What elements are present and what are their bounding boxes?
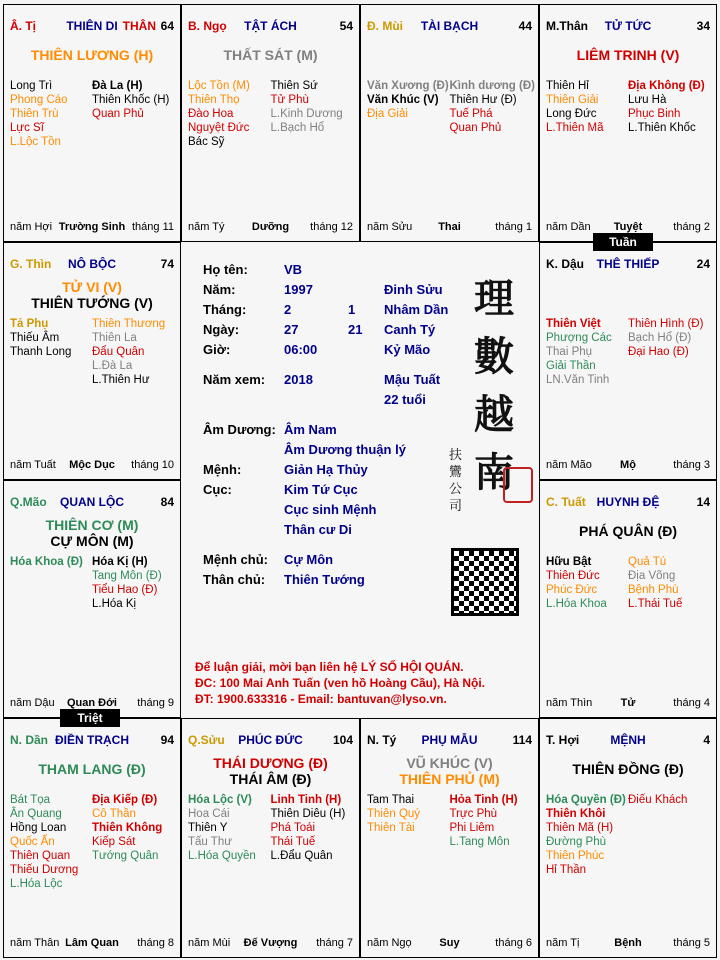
palace-age: 74: [160, 257, 174, 271]
palace-position: Â. Tị: [10, 19, 36, 33]
palace-cell: [539, 4, 717, 242]
cuc-label: Cục:: [203, 482, 232, 497]
menh-chu-value: Cự Môn: [284, 552, 334, 567]
palace-position: Q.Sửu: [188, 733, 225, 747]
minor-star: Thiên Phúc: [546, 850, 605, 862]
main-star: VŨ KHÚC (V): [406, 755, 493, 771]
palace-name: TỬ TỨC: [604, 19, 652, 33]
menh-value: Giản Hạ Thủy: [284, 462, 368, 477]
minor-star: Văn Khúc (V): [367, 94, 439, 106]
minor-star: Tam Thai: [367, 794, 415, 806]
minor-star: Thiên Hỉ: [546, 80, 589, 92]
contact-line-1: Để luận giải, mời bạn liên hệ LÝ SỐ HỘI QUÁN.: [195, 660, 464, 674]
minor-star: Thanh Long: [10, 346, 72, 358]
minor-star: Địa Võng: [628, 570, 676, 582]
minor-star: Điếu Khách: [628, 794, 688, 806]
minor-star: Thiên Mã (H): [546, 822, 614, 834]
minor-star: Lưu Hà: [628, 94, 667, 106]
minor-star: Thiên Y: [188, 822, 228, 834]
palace-position: N. Tý: [367, 733, 397, 747]
palace-cell: [181, 4, 360, 242]
month-label: Tháng:: [203, 302, 247, 317]
cycle-year: năm Dậu: [10, 697, 55, 709]
palace-name: TÀI BẠCH: [420, 19, 479, 33]
minor-star: Hồng Loan: [10, 822, 67, 834]
minor-star: Thiên Hình (Đ): [628, 318, 704, 330]
minor-star: Phục Binh: [628, 108, 681, 120]
palace-position: Q.Mão: [10, 495, 47, 509]
minor-star: Quan Phủ: [449, 122, 502, 134]
palace-cell: [3, 480, 181, 718]
life-stage: Tuyệt: [613, 221, 643, 233]
minor-star: Địa Không (Đ): [628, 80, 705, 92]
palace-cell: [539, 718, 717, 958]
calligraphy-logo: 理數越南: [474, 275, 514, 496]
palace-age: 94: [160, 733, 174, 747]
minor-star: Cô Thần: [92, 808, 136, 820]
main-star: THÁI DƯƠNG (Đ): [213, 755, 328, 771]
main-star: PHÁ QUÂN (Đ): [579, 523, 677, 539]
minor-star: Kiếp Sát: [92, 836, 136, 848]
main-star: THAM LANG (Đ): [38, 761, 146, 777]
main-star: THIÊN LƯƠNG (H): [30, 47, 154, 63]
minor-star: Linh Tinh (H): [270, 794, 342, 806]
minor-star: Bạch Hổ (Đ): [628, 332, 692, 344]
hour-label: Giờ:: [203, 342, 231, 357]
minor-star: Thiên Trù: [10, 108, 59, 120]
palace-cell: [360, 718, 539, 958]
minor-star: Phi Liêm: [449, 822, 495, 834]
life-stage: Bệnh: [614, 937, 642, 949]
minor-star: Trực Phù: [449, 808, 498, 820]
minor-star: L.Thiên Khốc: [628, 122, 696, 134]
palace-age: 84: [160, 495, 174, 509]
minor-star: Tấu Thư: [188, 836, 232, 848]
cycle-month: tháng 2: [673, 221, 710, 233]
palace-age: 24: [696, 257, 710, 271]
palace-name: NÔ BỘC: [68, 257, 116, 271]
minor-star: L.Đà La: [92, 360, 133, 372]
minor-star: Thiên Khốc (H): [92, 94, 170, 106]
cycle-year: năm Mão: [546, 459, 592, 471]
minor-star: Ân Quang: [10, 808, 62, 820]
palace-name: ĐIỀN TRẠCH: [55, 733, 129, 747]
name-value: VB: [284, 262, 303, 277]
palace-position: M.Thân: [546, 19, 588, 33]
cycle-year: năm Thân: [10, 937, 60, 949]
minor-star: Phượng Các: [546, 332, 612, 344]
year-label: Năm:: [203, 282, 236, 297]
minor-star: Hữu Bật: [546, 556, 592, 568]
hour-can: Kỷ Mão: [384, 342, 431, 357]
minor-star: Phong Cáo: [10, 94, 68, 106]
life-stage: Tử: [620, 697, 636, 709]
amduong-value: Âm Nam: [284, 422, 337, 437]
minor-star: Phúc Đức: [546, 584, 598, 596]
month-lunar: 1: [348, 302, 356, 317]
palace-age: 44: [518, 19, 532, 33]
minor-star: Hỉ Thần: [546, 864, 587, 876]
tuan-marker: Tuần: [593, 233, 653, 251]
seal-text: 扶鸞公司: [449, 448, 463, 514]
minor-star: Thiếu Âm: [10, 332, 60, 344]
minor-star: Giải Thần: [546, 360, 596, 372]
month-can: Nhâm Dần: [384, 302, 449, 317]
menh-chu-label: Mệnh chủ:: [203, 552, 268, 567]
minor-star: Long Đức: [546, 108, 597, 120]
minor-star: Hóa Khoa (Đ): [10, 556, 83, 568]
cycle-year: năm Sửu: [367, 221, 413, 233]
amduong-label: Âm Dương:: [203, 422, 276, 437]
palace-position: G. Thìn: [10, 257, 52, 271]
palace-age: 4: [703, 733, 710, 747]
palace-cell: [360, 4, 539, 242]
cuc-value: Kim Tứ Cục: [284, 482, 358, 497]
minor-star: Thiên Diêu (H): [270, 808, 346, 820]
main-star: THIÊN PHỦ (M): [399, 771, 500, 787]
palace-name: MỆNH: [610, 733, 646, 747]
year-can: Đinh Sửu: [384, 282, 443, 297]
minor-star: Đẩu Quân: [92, 346, 145, 358]
minor-star: Bác Sỹ: [188, 136, 225, 148]
minor-star: Thiên Tài: [367, 822, 415, 834]
cycle-month: tháng 4: [673, 697, 710, 709]
cycle-month: tháng 8: [137, 937, 174, 949]
cycle-month: tháng 3: [673, 459, 710, 471]
name-label: Họ tên:: [203, 262, 248, 277]
palace-age: 114: [512, 733, 532, 747]
minor-star: Tướng Quân: [92, 850, 159, 862]
minor-star: Tuế Phá: [449, 108, 493, 120]
palace-age: 14: [696, 495, 710, 509]
main-star: THẤT SÁT (M): [223, 47, 318, 63]
cycle-year: năm Ngọ: [367, 937, 412, 949]
day-lunar: 21: [348, 322, 363, 337]
palace-name: QUAN LỘC: [60, 495, 124, 509]
day-solar: 27: [284, 322, 299, 337]
palace-cell: [539, 480, 717, 718]
minor-star: L.Hóa Lộc: [10, 878, 63, 890]
life-stage: Suy: [439, 937, 460, 949]
cycle-year: năm Thìn: [546, 697, 593, 709]
minor-star: Tử Phù: [270, 94, 309, 106]
month-solar: 2: [284, 302, 292, 317]
palace-cell: [3, 718, 181, 958]
cycle-year: năm Tuất: [10, 459, 56, 471]
main-star: TỬ VI (V): [62, 279, 122, 295]
minor-star: Thiên Khôi: [546, 808, 606, 820]
minor-star: L.Hóa Kị: [92, 598, 137, 610]
view-year-label: Năm xem:: [203, 372, 266, 387]
minor-star: Hoa Cái: [188, 808, 230, 820]
minor-star: Hóa Quyền (Đ): [546, 794, 626, 806]
minor-star: Đào Hoa: [188, 108, 234, 120]
year-value: 1997: [284, 282, 313, 297]
minor-star: Thiên Thọ: [188, 94, 240, 106]
main-star: LIÊM TRINH (V): [576, 47, 680, 63]
minor-star: Long Trì: [10, 80, 53, 92]
cycle-month: tháng 6: [495, 937, 532, 949]
minor-star: Địa Giải: [367, 108, 408, 120]
life-stage: Lâm Quan: [65, 937, 119, 949]
minor-star: L.Lộc Tồn: [10, 136, 61, 148]
cycle-month: tháng 7: [316, 937, 353, 949]
cycle-year: năm Mùi: [188, 937, 231, 949]
minor-star: Tiểu Hao (Đ): [92, 584, 158, 596]
life-stage: Trường Sinh: [58, 221, 126, 233]
minor-star: LN.Văn Tinh: [546, 374, 610, 386]
minor-star: Thái Tuế: [270, 836, 316, 848]
than-marker: THÂN: [122, 19, 156, 33]
minor-star: Thiên La: [92, 332, 137, 344]
cycle-month: tháng 11: [131, 221, 174, 233]
contact-address: ĐC: 100 Mai Anh Tuấn (ven hồ Hoàng Cầu), Hà Nội.: [195, 676, 486, 690]
day-label: Ngày:: [203, 322, 240, 337]
palace-name: THÊ THIẾP: [596, 257, 660, 271]
main-star: THIÊN TƯỚNG (V): [31, 295, 153, 311]
view-year-can: Mậu Tuất: [384, 372, 441, 387]
main-star: THÁI ÂM (Đ): [229, 771, 312, 787]
minor-star: Lực Sĩ: [10, 122, 44, 134]
palace-name: THIÊN DI: [66, 19, 118, 33]
contact-phone-email[interactable]: ĐT: 1900.633316 - Email: bantuvan@lyso.vn.: [195, 692, 447, 706]
minor-star: L.Thái Tuế: [628, 598, 683, 610]
minor-star: Thai Phụ: [546, 346, 593, 358]
than-cu: Thân cư Di: [284, 522, 352, 537]
life-stage: Thai: [438, 221, 461, 233]
palace-cell: [3, 242, 181, 480]
minor-star: L.Thiên Hư: [92, 374, 150, 386]
palace-position: T. Hợi: [546, 733, 580, 747]
minor-star: Thiên Quan: [10, 850, 71, 862]
minor-star: Hóa Kị (H): [92, 556, 148, 568]
minor-star: Tả Phụ: [10, 318, 49, 330]
than-chu-label: Thân chủ:: [203, 572, 266, 587]
minor-star: Địa Kiếp (Đ): [92, 794, 158, 806]
cycle-year: năm Tý: [188, 221, 225, 233]
life-stage: Mộc Dục: [69, 459, 115, 471]
minor-star: Thiếu Dương: [10, 864, 79, 876]
minor-star: Bệnh Phù: [628, 584, 679, 596]
cuc-note: Cục sinh Mệnh: [284, 502, 377, 517]
minor-star: Kình dương (Đ): [449, 80, 535, 92]
age: 22 tuổi: [384, 392, 426, 407]
menh-label: Mệnh:: [203, 462, 242, 477]
minor-star: Nguyệt Đức: [188, 122, 250, 134]
palace-cell: [3, 4, 181, 242]
minor-star: Thiên Hư (Đ): [449, 94, 517, 106]
main-star: CỰ MÔN (M): [50, 533, 134, 549]
cycle-year: năm Hợi: [10, 221, 53, 233]
minor-star: L.Tang Môn: [449, 836, 510, 848]
palace-name: PHỤ MẪU: [421, 733, 478, 747]
minor-star: Quan Phủ: [92, 108, 144, 120]
palace-position: K. Dậu: [546, 257, 585, 271]
minor-star: L.Bạch Hổ: [270, 122, 325, 134]
minor-star: Hỏa Tinh (H): [449, 794, 518, 806]
palace-position: B. Ngọ: [188, 19, 227, 33]
minor-star: Đà La (H): [92, 80, 143, 92]
life-stage: Quan Đới: [67, 697, 117, 709]
minor-star: Thiên Đức: [546, 570, 600, 582]
palace-age: 34: [696, 19, 710, 33]
palace-age: 64: [160, 19, 174, 33]
minor-star: L.Kinh Dương: [270, 108, 343, 120]
minor-star: Đại Hao (Đ): [628, 346, 689, 358]
minor-star: Lộc Tồn (M): [188, 80, 250, 92]
minor-star: L.Hóa Quyền: [188, 850, 256, 862]
cycle-month: tháng 9: [137, 697, 174, 709]
cycle-month: tháng 10: [131, 459, 174, 471]
minor-star: Quốc Ấn: [10, 836, 55, 848]
cycle-month: tháng 5: [673, 937, 710, 949]
hour-value: 06:00: [284, 342, 318, 357]
minor-star: L.Thiên Mã: [546, 122, 604, 134]
palace-cell: [539, 242, 717, 480]
minor-star: L.Đẩu Quân: [270, 850, 333, 862]
palace-position: C. Tuất: [546, 495, 586, 509]
seal-stamp: [503, 467, 533, 503]
cycle-month: tháng 12: [310, 221, 353, 233]
life-stage: Đế Vượng: [243, 937, 298, 949]
palace-name: HUYNH ĐỆ: [596, 495, 660, 509]
than-chu-value: Thiên Tướng: [284, 572, 365, 587]
minor-star: Thiên Thương: [92, 318, 166, 330]
minor-star: Đường Phù: [546, 836, 606, 848]
minor-star: Quả Tú: [628, 556, 667, 568]
minor-star: Thiên Việt: [546, 318, 601, 330]
triet-marker: Triệt: [60, 709, 120, 727]
palace-name: TẬT ÁCH: [244, 19, 297, 33]
palace-cell: [181, 718, 360, 958]
minor-star: L.Hóa Khoa: [546, 598, 607, 610]
cycle-year: năm Tị: [546, 937, 580, 949]
view-year-value: 2018: [284, 372, 313, 387]
minor-star: Hóa Lộc (V): [188, 794, 252, 806]
cycle-month: tháng 1: [495, 221, 532, 233]
day-can: Canh Tý: [384, 322, 436, 337]
minor-star: Thiên Giải: [546, 94, 599, 106]
qr-code[interactable]: [451, 548, 519, 616]
palace-age: 54: [339, 19, 353, 33]
main-star: THIÊN ĐỒNG (Đ): [572, 761, 684, 777]
cycle-year: năm Dần: [546, 221, 591, 233]
info-panel: [181, 242, 539, 718]
minor-star: Thiên Sứ: [270, 80, 318, 92]
minor-star: Phá Toái: [270, 822, 316, 834]
life-stage: Mộ: [620, 459, 636, 471]
minor-star: Bát Tọa: [10, 794, 51, 806]
palace-position: N. Dần: [10, 733, 49, 747]
minor-star: Thiên Quý: [367, 808, 421, 820]
palace-age: 104: [332, 733, 353, 747]
main-star: THIÊN CƠ (M): [45, 517, 139, 533]
minor-star: Văn Xương (Đ): [367, 80, 449, 92]
palace-name: PHÚC ĐỨC: [238, 733, 303, 747]
palace-position: Đ. Mùi: [367, 19, 403, 33]
minor-star: Tang Môn (Đ): [92, 570, 162, 582]
minor-star: Thiên Không: [92, 822, 163, 834]
amduong-note: Âm Dương thuận lý: [284, 442, 406, 457]
life-stage: Dưỡng: [251, 221, 290, 233]
